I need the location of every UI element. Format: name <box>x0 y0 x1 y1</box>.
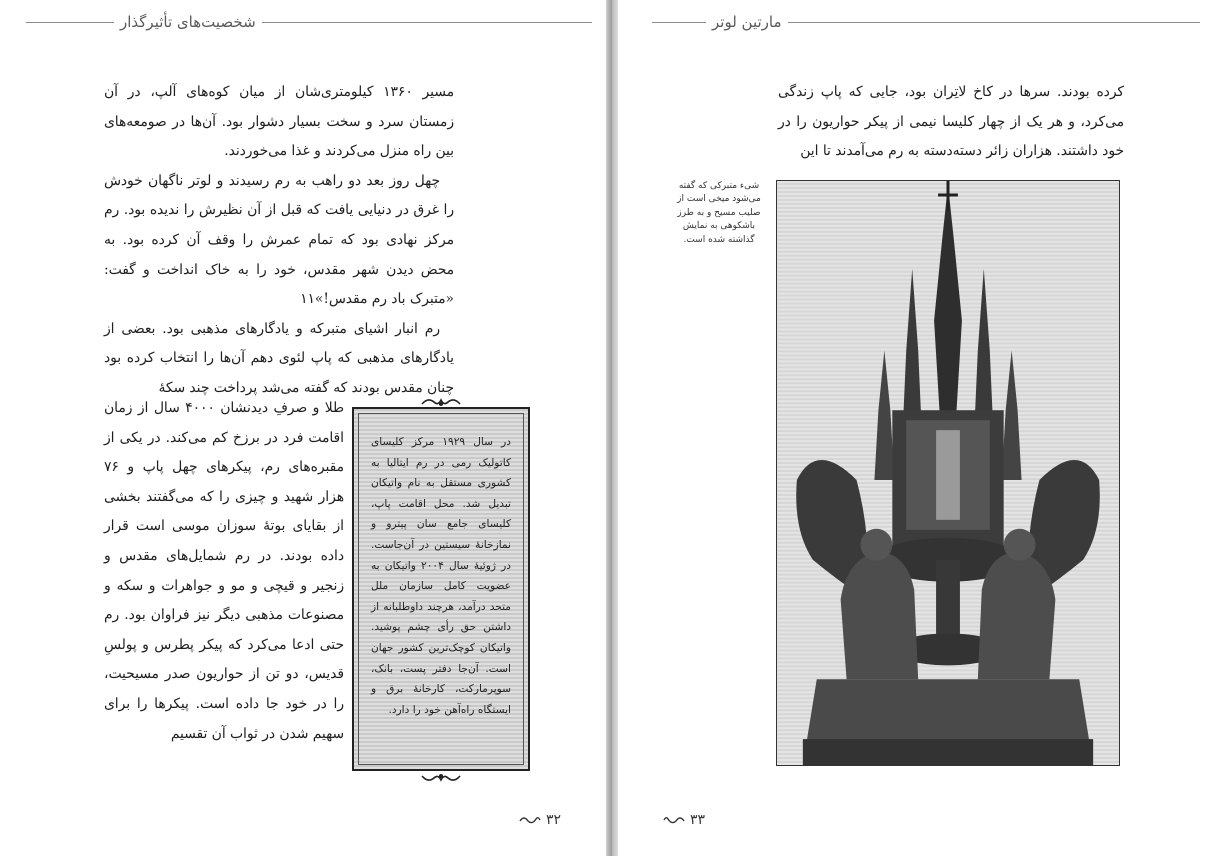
running-head-title: شخصیت‌های تأثیرگذار <box>120 13 256 31</box>
header-rule <box>26 22 114 23</box>
figure-caption: شیء متبرکی که گفته می‌شود میخی است از صلیب مسیح و به طرز باشکوهی به نمایش گذاشته شده است. <box>677 181 761 245</box>
left-page <box>0 0 606 856</box>
sidebar-box <box>352 407 530 771</box>
paragraph: طلا و صرفِ دیدنشان ۴۰۰۰ سال از زمان اقامت فرد در برزخ کم می‌کند. در یکی از مقبره‌های رم، پیکرهای چهل پاپ و ۷۶ هزار شهید و چیزی را که می‌گفتند بخشی از بقایای بوتهٔ سوزان موسی است قرار داده بودند. در رم شمایل‌های مقدس و زنجیر و قیچی و مو و جواهرات و سکه و مصنوعات مذهبی دیگر نیز فراوان بود. رم حتی ادعا می‌کرد که پیکر پطرس و پولسِ قدیس، دو تن از حواریون صدر مسیحیت، را در خود جا داده است. پیکرها را برای سهیم شدن در ثواب آن تقسیم <box>104 400 344 742</box>
running-head-left <box>26 10 592 34</box>
right-page <box>618 0 1220 856</box>
book-gutter <box>606 0 618 856</box>
sidebar-text: در سال ۱۹۲۹ مرکز کلیسای کاتولیک رمی در رم ایتالیا به کشوری مستقل به نام واتیکان تبدیل شد. محل اقامت پاپ، کلیسای جامع سان پیترو و نمازخانهٔ سیستین در آن‌جاست. در ژوئیهٔ سال ۲۰۰۴ واتیکان به عضویت کامل سازمان ملل متحد درآمد، هرچند داوطلبانه از داشتن حق رأی چشم پوشید. واتیکان کوچک‌ترین کشور جهان است. آن‌جا دفتر پست، بانک، سوپرمارکت، کارخانهٔ برق و ایستگاه راه‌آهن خود را دارد. <box>358 413 524 765</box>
running-head-right <box>652 10 1200 34</box>
left-body-text <box>104 78 454 404</box>
header-rule <box>652 22 706 23</box>
page-number-left <box>518 812 561 828</box>
paragraph: کرده بودند. سرها در کاخ لاتِران بود، جایی که پاپ زندگی می‌کرد، و هر یک از چهار کلیسا نیمی از پیکر حواریون را در خود داشتند. هزاران زائر دسته‌دسته به رم می‌آمدند تا این <box>778 84 1124 160</box>
page-ornament-icon <box>518 815 542 825</box>
running-head-title: مارتین لوتر <box>712 13 782 31</box>
paragraph: چهل روز بعد دو راهب به رم رسیدند و لوتر ناگهان خودش را غرق در دنیایی یافت که قبل از آن نظیرش را ندیده بود. رم مرکز نهادی بود که تمام عمرش را وقف آن کرده بود. به محض دیدن شهر مقدس، خود را به خاک انداخت و گفت: «متبرک باد رم مقدس!»۱۱ <box>104 172 454 308</box>
paragraph: رم انبار اشیای متبرکه و یادگارهای مذهبی بود. بعضی از یادگارهای مذهبی که پاپ لئوی دهم آن‌ها را انتخاب کرده بود چنان مقدس بودند که گفته می‌شد پرداخت چند سکهٔ <box>104 320 454 396</box>
paragraph: مسیر ۱۳۶۰ کیلومتری‌شان از میان کوه‌های آلپ، در آن زمستان سرد و سخت بسیار دشوار بود. آن‌ها در صومعه‌های بین راه منزل می‌کردند و غذا می‌خوردند. <box>104 84 454 160</box>
ornament-bottom-icon <box>420 772 462 784</box>
page-number-right <box>662 812 705 828</box>
right-body-text <box>778 78 1124 167</box>
reliquary-illustration <box>776 180 1120 766</box>
page-ornament-icon <box>662 815 686 825</box>
page-number-text: ۳۳ <box>690 812 706 828</box>
left-wrap-text <box>104 394 344 749</box>
header-rule <box>788 22 1200 23</box>
header-rule <box>262 22 592 23</box>
page-number-text: ۳۲ <box>546 812 562 828</box>
